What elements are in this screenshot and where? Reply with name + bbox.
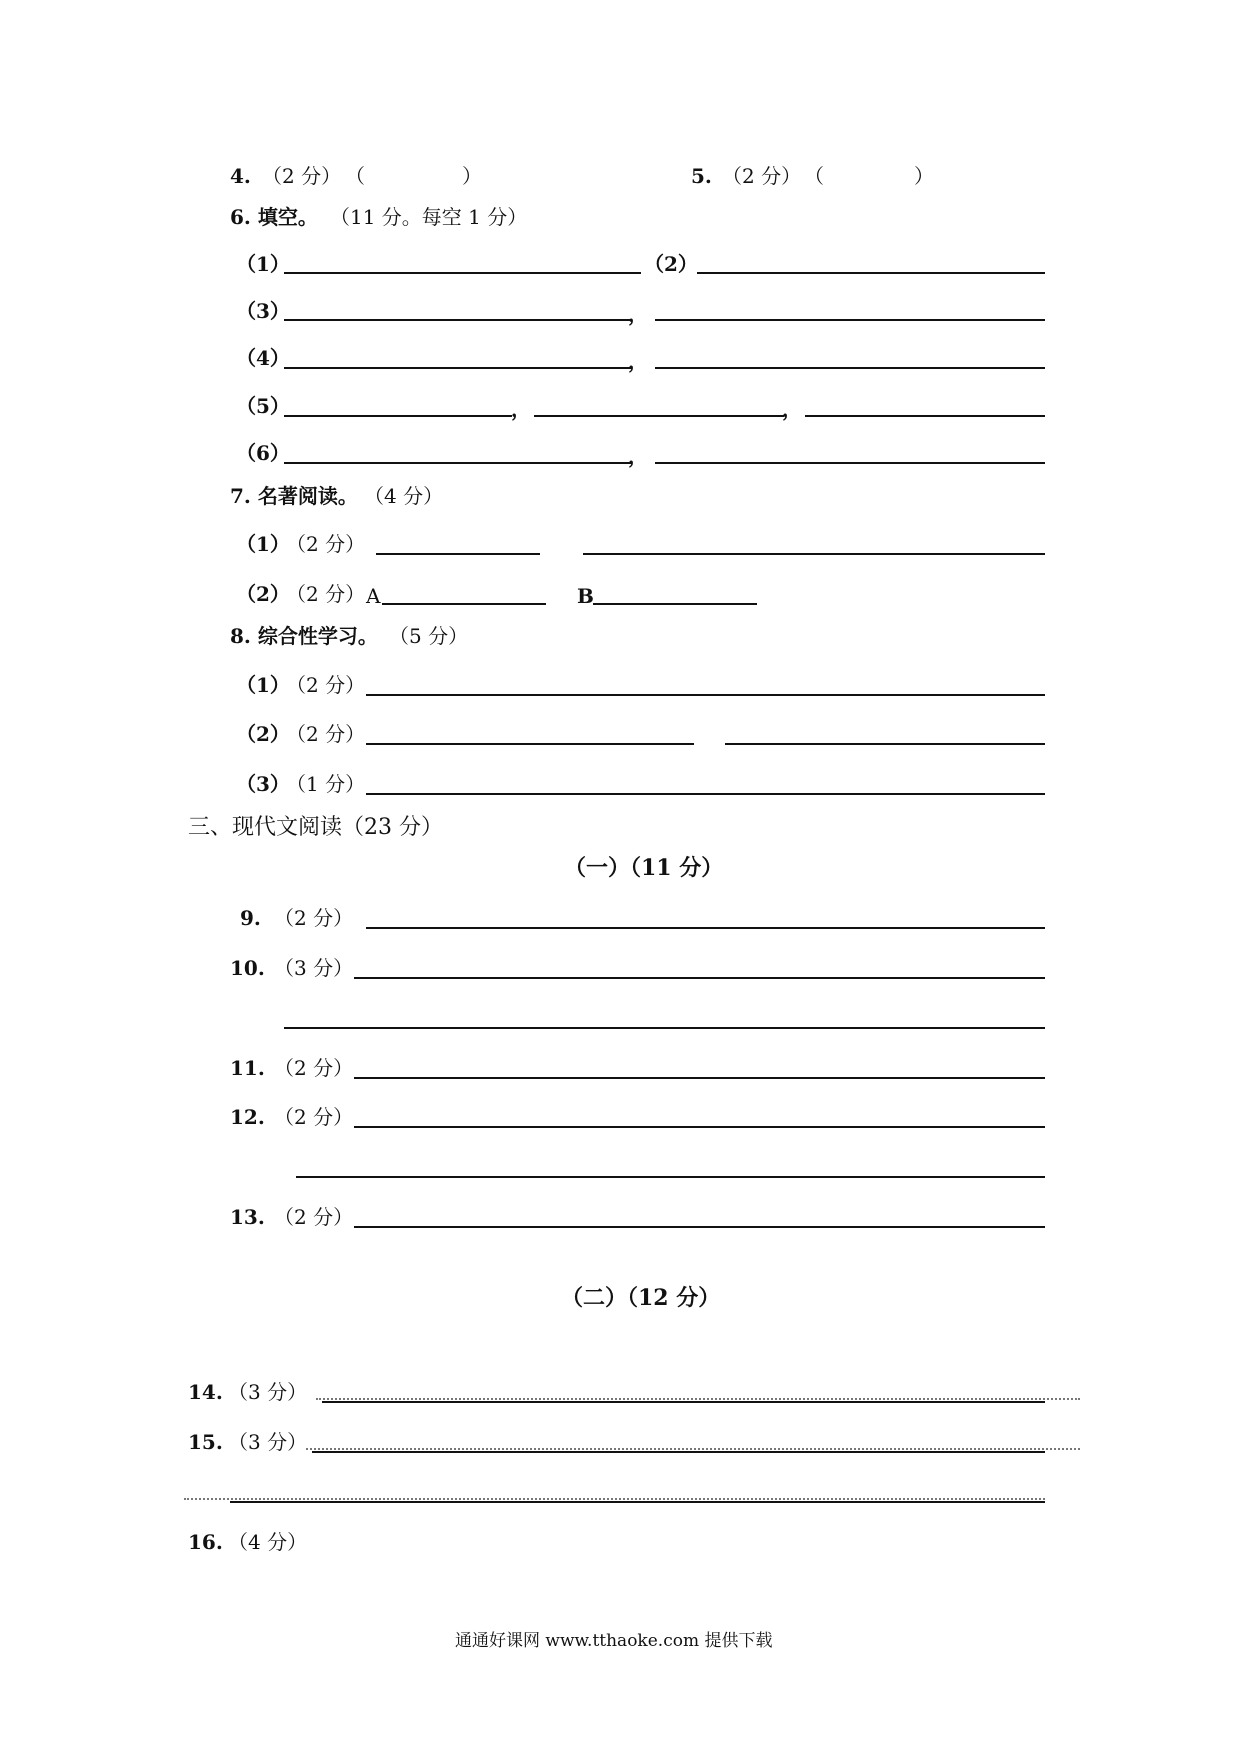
q6-item-2-label: （2） (644, 252, 698, 276)
q6-blank-6a[interactable] (284, 462, 632, 464)
q6-item-1-label: （1） (236, 252, 290, 276)
q6-blank-5a[interactable] (284, 415, 512, 417)
q8-sub1-blank[interactable] (366, 694, 1045, 696)
q6-blank-5b[interactable] (534, 415, 784, 417)
q10-answer-line-1[interactable] (354, 977, 1045, 979)
q15-number: 15. (188, 1430, 223, 1454)
q8-sub2-label: （2） (236, 722, 290, 746)
q6-item-6-comma: ， (628, 444, 648, 468)
q6-item-4-comma: ， (628, 349, 648, 373)
q8-sub2-blank-a[interactable] (366, 743, 694, 745)
q9-answer-line[interactable] (366, 927, 1045, 929)
q15-answer-line-2[interactable] (230, 1501, 1045, 1503)
q8-sub2-blank-b[interactable] (725, 743, 1045, 745)
q6-item-4-label: （4） (236, 346, 290, 370)
q7-sub2-label: （2） (236, 582, 290, 606)
q6-title: 6. 填空。 (230, 205, 318, 229)
q8-sub3-blank[interactable] (366, 793, 1045, 795)
q13-number: 13. (230, 1205, 265, 1229)
q11-answer-line[interactable] (354, 1077, 1045, 1079)
q10-answer-line-2[interactable] (284, 1027, 1045, 1029)
q9-number: 9. (240, 906, 261, 930)
q7-sub2-b-label: B (577, 584, 594, 608)
section-3-title: 三、现代文阅读（23 分） (188, 815, 443, 840)
q6-blank-5c[interactable] (805, 415, 1045, 417)
q15-answer-line-1[interactable] (312, 1451, 1045, 1453)
q8-sub3-label: （3） (236, 772, 290, 796)
q5-score: （2 分） (722, 164, 802, 188)
q6-item-6-label: （6） (236, 441, 290, 465)
q10-score: （3 分） (274, 956, 354, 980)
q13-score: （2 分） (274, 1205, 354, 1229)
q6-blank-3b[interactable] (655, 319, 1045, 321)
q14-dotted-line (316, 1398, 1080, 1400)
q16-number: 16. (188, 1530, 223, 1554)
q6-blank-6b[interactable] (655, 462, 1045, 464)
q10-number: 10. (230, 956, 265, 980)
q7-score: （4 分） (364, 484, 444, 508)
q12-score: （2 分） (274, 1105, 354, 1129)
q6-blank-2[interactable] (697, 272, 1045, 274)
q5-number: 5. (691, 164, 712, 188)
q11-score: （2 分） (274, 1056, 354, 1080)
q6-item-3-comma: ， (628, 302, 648, 326)
q6-item-5-comma-1: ， (511, 397, 531, 421)
q8-sub3-score: （1 分） (286, 772, 366, 796)
q7-sub1-score: （2 分） (286, 532, 366, 556)
q8-score: （5 分） (389, 624, 469, 648)
q14-answer-line[interactable] (322, 1401, 1045, 1403)
q9-score: （2 分） (274, 906, 354, 930)
q5-answer-paren-open: （ (804, 164, 824, 188)
q8-sub1-label: （1） (236, 673, 290, 697)
q4-number: 4. (230, 164, 251, 188)
q14-number: 14. (188, 1380, 223, 1404)
q16-score: （4 分） (228, 1530, 308, 1554)
q15-dotted-line-1 (306, 1448, 1080, 1450)
q6-blank-4a[interactable] (284, 367, 632, 369)
q7-sub1-blank-a[interactable] (376, 553, 540, 555)
q6-item-3-label: （3） (236, 299, 290, 323)
q8-sub2-score: （2 分） (286, 722, 366, 746)
q6-item-5-label: （5） (236, 394, 290, 418)
q6-blank-4b[interactable] (655, 367, 1045, 369)
q12-answer-line-1[interactable] (354, 1126, 1045, 1128)
part-2-title: （二）（12 分） (561, 1285, 721, 1311)
q7-sub2-blank-a[interactable] (382, 603, 546, 605)
q6-item-5-comma-2: ， (782, 397, 802, 421)
q7-sub1-blank-b[interactable] (583, 553, 1045, 555)
q12-answer-line-2[interactable] (296, 1176, 1045, 1178)
q6-blank-1[interactable] (284, 272, 641, 274)
q15-dotted-line-2 (184, 1498, 1045, 1500)
q11-number: 11. (230, 1056, 265, 1080)
part-1-title: （一）（11 分） (564, 855, 724, 881)
q5-answer-paren-close: ） (914, 164, 934, 188)
q4-answer-paren-open: （ (345, 164, 365, 188)
q7-sub2-score: （2 分） (286, 582, 366, 606)
q4-score: （2 分） (262, 164, 342, 188)
q6-blank-3a[interactable] (284, 319, 632, 321)
q13-answer-line[interactable] (354, 1226, 1045, 1228)
q7-title: 7. 名著阅读。 (230, 484, 358, 508)
q7-sub2-a-label: A (366, 584, 381, 608)
q8-sub1-score: （2 分） (286, 673, 366, 697)
q12-number: 12. (230, 1105, 265, 1129)
q6-score: （11 分。每空 1 分） (330, 205, 528, 229)
q15-score: （3 分） (228, 1430, 308, 1454)
footer-source: 通通好课网 www.tthaoke.com 提供下载 (455, 1631, 773, 1651)
q14-score: （3 分） (228, 1380, 308, 1404)
q8-title: 8. 综合性学习。 (230, 624, 378, 648)
q7-sub1-label: （1） (236, 532, 290, 556)
q4-answer-paren-close: ） (462, 164, 482, 188)
q7-sub2-blank-b[interactable] (593, 603, 757, 605)
